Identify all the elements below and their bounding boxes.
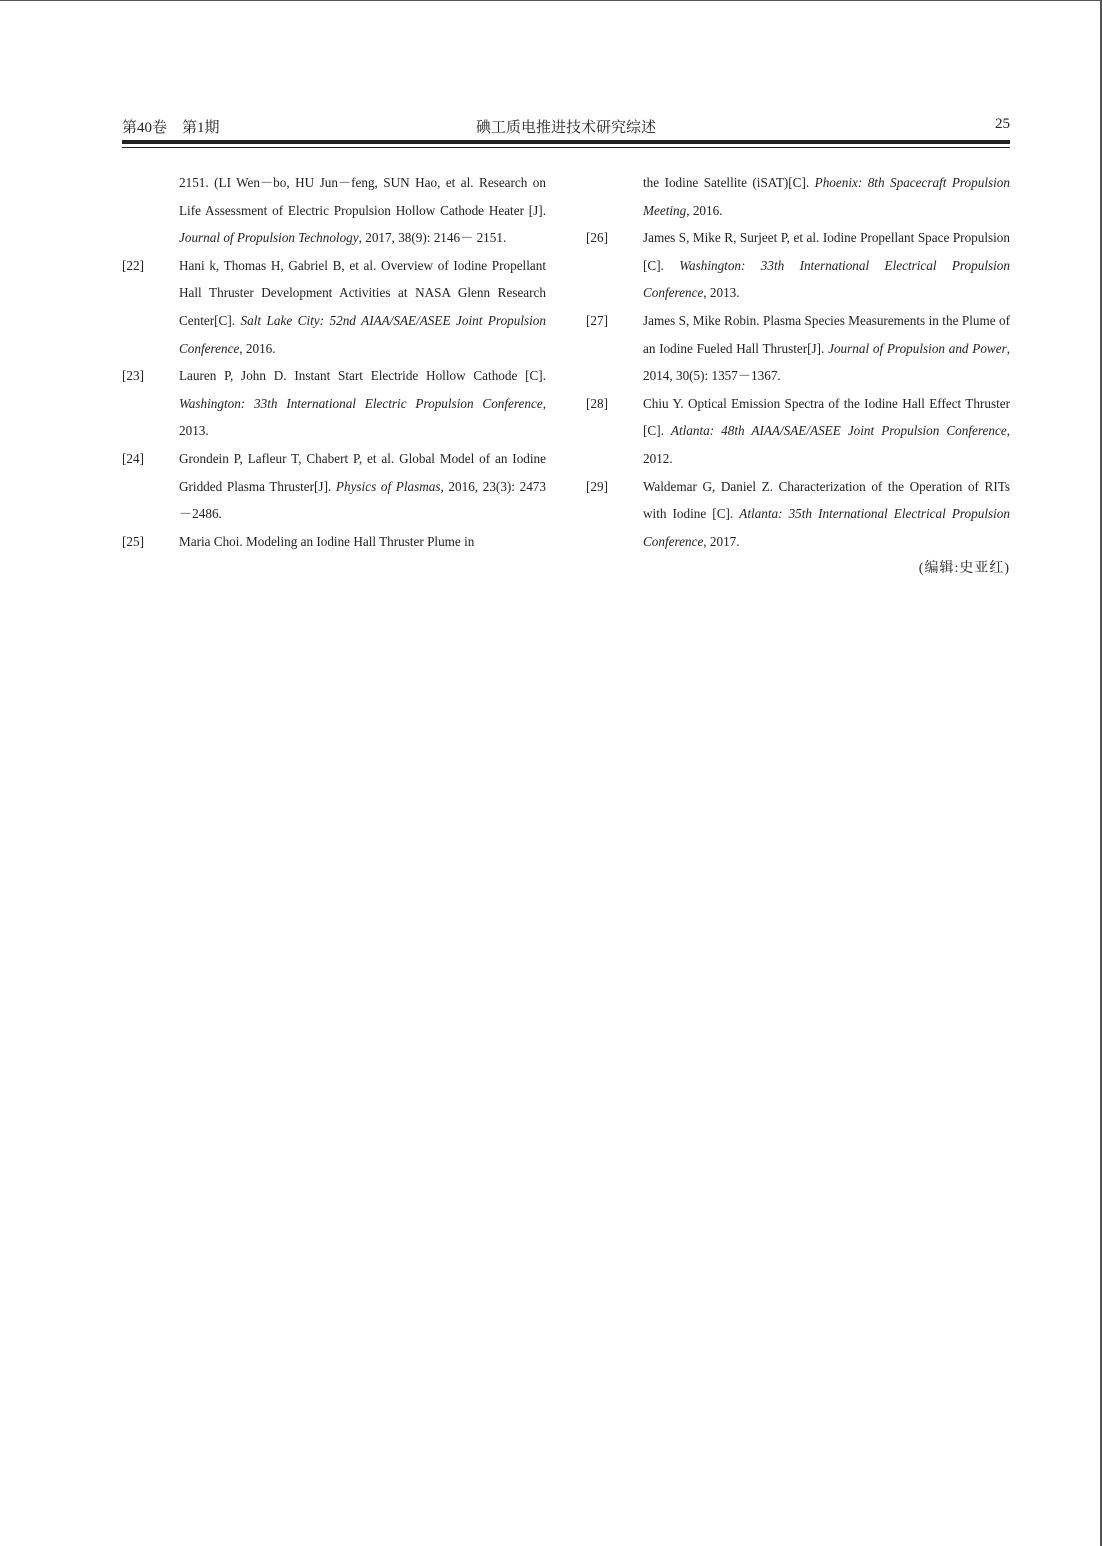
journal-volume-issue: 第40卷 第1期 xyxy=(122,120,220,136)
reference-entry xyxy=(122,252,546,362)
header-rule-thick xyxy=(122,140,1010,144)
reference-source: Washington: 33th International Electrical Propulsion Conference xyxy=(643,257,1010,301)
reference-entry xyxy=(122,169,546,252)
reference-text: James S, Mike Robin. Plasma Species Measurements in the Plume of an Iodine Fueled Hall Thruster[J]. xyxy=(643,312,1010,356)
reference-entry xyxy=(586,473,1010,556)
reference-text: James S, Mike R, Surjeet P, et al. Iodine Propellant Space Propulsion [C]. xyxy=(643,230,1010,273)
reference-text: Grondein P, Lafleur T, Chabert P, et al. Global Model of an Iodine Gridded Plasma Thruster[J]. xyxy=(179,450,546,494)
reference-number: [24] xyxy=(122,450,144,466)
reference-number: [22] xyxy=(122,257,144,273)
reference-text: Maria Choi. Modeling an Iodine Hall Thruster Plume in xyxy=(179,533,475,549)
reference-number: [23] xyxy=(122,368,144,384)
reference-entry xyxy=(122,362,546,445)
page-number: 25 xyxy=(995,116,1010,132)
reference-text: , 2016. xyxy=(686,202,723,218)
reference-text: , 2016, 23(3): 2473－2486. xyxy=(179,478,546,522)
reference-text: , 2013. xyxy=(179,395,546,439)
reference-text: , 2017, 38(9): 2146－ 2151. xyxy=(358,230,507,246)
running-title: 碘工质电推进技术研究综述 xyxy=(475,120,656,136)
reference-number: [25] xyxy=(122,533,144,549)
reference-text: Hani k, Thomas H, Gabriel B, et al. Overview of Iodine Propellant Hall Thruster Development Activities at NASA Glenn Research Center[C]. xyxy=(179,257,546,328)
reference-entry xyxy=(122,445,546,528)
reference-source: Atlanta: 48th AIAA/SAE/ASEE Joint Propulsion Conference xyxy=(670,423,1007,439)
reference-source: Washington: 33th International Electric Propulsion Conference xyxy=(179,395,543,411)
references-right-list xyxy=(586,169,1010,555)
reference-text: , 2017. xyxy=(703,533,740,549)
references-right-column xyxy=(586,169,1010,583)
reference-entry xyxy=(122,528,546,556)
reference-number: [29] xyxy=(586,478,608,494)
reference-text: Waldemar G, Daniel Z. Characterization of the Operation of RITs with Iodine [C]. xyxy=(643,478,1010,522)
reference-source: Physics of Plasmas xyxy=(335,478,441,494)
reference-number: [26] xyxy=(586,230,608,246)
reference-source: Phoenix: 8th Spacecraft Propulsion Meeting xyxy=(643,175,1010,218)
running-header xyxy=(122,116,1010,138)
header-rule-thin xyxy=(122,147,1010,148)
reference-number: [27] xyxy=(586,312,608,328)
reference-source: Journal of Propulsion Technology xyxy=(179,230,359,246)
reference-text: Chiu Y. Optical Emission Spectra of the Iodine Hall Effect Thruster [C]. xyxy=(643,395,1010,439)
reference-entry xyxy=(586,390,1010,473)
reference-text: the Iodine Satellite (iSAT)[C]. xyxy=(643,175,815,190)
reference-source: Salt Lake City: 52nd AIAA/SAE/ASEE Joint Propulsion Conference xyxy=(179,312,546,356)
editor-note: (编辑:史亚红) xyxy=(918,561,1010,577)
reference-source: Journal of Propulsion and Power xyxy=(828,340,1007,356)
reference-text: Lauren P, John D. Instant Start Electride Hollow Cathode [C]. xyxy=(179,368,546,384)
reference-number: [28] xyxy=(586,395,608,411)
reference-entry xyxy=(586,224,1010,307)
reference-text: 2151. (LI Wen－bo, HU Jun－feng, SUN Hao, et al. Research on Life Assessment of Electric Propulsion Hollow Cathode Heater [J]. xyxy=(179,175,546,218)
reference-text: , 2014, 30(5): 1357－1367. xyxy=(643,340,1010,384)
reference-text: , 2013. xyxy=(703,285,740,301)
reference-text: , 2012. xyxy=(643,423,1010,466)
references-left-column xyxy=(122,169,546,555)
reference-text: , 2016. xyxy=(239,340,276,356)
reference-entry xyxy=(586,169,1010,224)
reference-entry xyxy=(586,307,1010,390)
reference-source: Atlanta: 35th International Electrical Propulsion Conference xyxy=(643,506,1010,549)
page-border-top xyxy=(0,0,1102,1)
